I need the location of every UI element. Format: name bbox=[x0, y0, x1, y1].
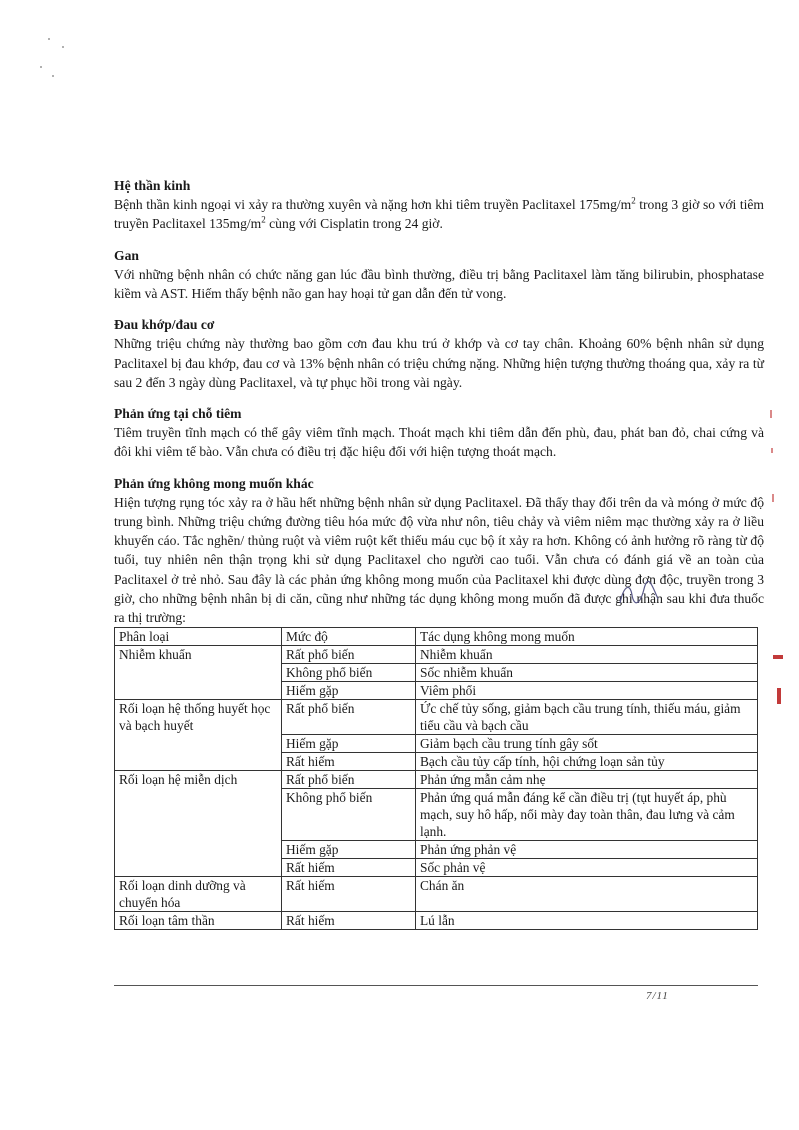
effect-cell: Phản ứng mẫn cảm nhẹ bbox=[416, 771, 758, 789]
category-cell: Rối loạn dinh dưỡng và chuyển hóa bbox=[115, 877, 282, 912]
section-heading: Đau khớp/đau cơ bbox=[114, 317, 215, 333]
effect-cell: Sốc phản vệ bbox=[416, 859, 758, 877]
level-cell: Hiếm gặp bbox=[282, 682, 416, 700]
section-nervous-system bbox=[114, 176, 764, 234]
section-liver bbox=[114, 246, 764, 304]
level-cell: Rất hiếm bbox=[282, 912, 416, 930]
effect-cell: Phản ứng quá mẫn đáng kể cần điều trị (tụt huyết áp, phù mạch, suy hô hấp, nổi mày đay toàn thân, đau lưng và cảm lạnh. bbox=[416, 789, 758, 841]
table-row bbox=[115, 771, 758, 789]
section-heading: Phản ứng không mong muốn khác bbox=[114, 475, 314, 491]
table-row bbox=[115, 912, 758, 930]
level-cell: Hiếm gặp bbox=[282, 841, 416, 859]
page-number: 7/11 bbox=[646, 990, 669, 1002]
level-cell: Không phổ biến bbox=[282, 664, 416, 682]
section-other-adverse bbox=[114, 474, 764, 628]
effect-cell: Sốc nhiễm khuẩn bbox=[416, 664, 758, 682]
edge-mark bbox=[777, 688, 781, 704]
section-text: Những triệu chứng này thường bao gồm cơn đau khu trú ở khớp và cơ tay chân. Khoảng 60% bệnh nhân sử dụng Paclitaxel bị đau khớp, đau cơ và 13% bệnh nhân có triệu chứng nặng. Những hiện tượng thường thoáng qua, xảy ra từ sau 2 đến 3 ngày dùng Paclitaxel, và tự phục hồi trong vài ngày. bbox=[114, 336, 764, 390]
level-cell: Rất hiếm bbox=[282, 877, 416, 912]
category-cell: Rối loạn tâm thần bbox=[115, 912, 282, 930]
category-cell: Rối loạn hệ miễn dịch bbox=[115, 771, 282, 877]
section-text: Tiêm truyền tĩnh mạch có thể gây viêm tĩnh mạch. Thoát mạch khi tiêm dẫn đến phù, đau, phát ban đỏ, chai cứng và đôi khi viêm tế bào. Vẫn chưa có điều trị đặc hiệu đối với hiện tượng thoát mạch. bbox=[114, 425, 764, 460]
section-text: Hiện tượng rụng tóc xảy ra ở hầu hết những bệnh nhân sử dụng Paclitaxel. Đã thấy thay đổi trên da và móng ở mức độ trung bình. Những triệu chứng đường tiêu hóa mức độ vừa như nôn, tiêu chảy và viêm niêm mạc thường xảy ra ở liều khuyến cáo. Tắc nghẽn/ thủng ruột và viêm ruột kết thiếu máu cục bộ ít xảy ra hơn. Không có ảnh hưởng rõ ràng từ độ tuổi, tuy nhiên nên thận trọng khi sử dụng Paclitaxel cho người cao tuổi. Vẫn chưa có đánh giá về an toàn của Paclitaxel ở trẻ nhỏ. Sau đây là các phản ứng không mong muốn của Paclitaxel khi được dùng đơn độc, truyền trong 3 giờ, cho những bệnh nhân bị di căn, cũng như những tác dụng không mong muốn đã được ghi nhận sau khi đưa thuốc ra thị trường: bbox=[114, 494, 764, 626]
section-text: Với những bệnh nhân có chức năng gan lúc đầu bình thường, điều trị bằng Paclitaxel làm tăng bilirubin, phosphatase kiềm và AST. Hiếm thấy bệnh não gan hay hoại tử gan dẫn đến tử vong. bbox=[114, 266, 764, 302]
effect-cell: Phản ứng phản vệ bbox=[416, 841, 758, 859]
header-level: Mức độ bbox=[282, 628, 416, 646]
effect-cell: Giảm bạch cầu trung tính gây sốt bbox=[416, 735, 758, 753]
effect-cell: Ức chế tủy sống, giảm bạch cầu trung tính, thiếu máu, giảm tiểu cầu và bạch cầu bbox=[416, 700, 758, 735]
table-header-row bbox=[115, 628, 758, 646]
edge-mark bbox=[772, 494, 774, 502]
section-joint-muscle-pain bbox=[114, 315, 764, 392]
effect-cell: Bạch cầu tủy cấp tính, hội chứng loạn sản tủy bbox=[416, 753, 758, 771]
section-heading: Hệ thần kinh bbox=[114, 178, 191, 193]
document-body bbox=[114, 176, 764, 639]
effect-cell: Viêm phổi bbox=[416, 682, 758, 700]
effect-cell: Chán ăn bbox=[416, 877, 758, 912]
level-cell: Không phổ biến bbox=[282, 789, 416, 841]
header-effect: Tác dụng không mong muốn bbox=[416, 628, 758, 646]
section-injection-site bbox=[114, 404, 764, 462]
level-cell: Rất hiếm bbox=[282, 859, 416, 877]
edge-mark bbox=[771, 448, 773, 453]
level-cell: Rất phổ biến bbox=[282, 700, 416, 735]
footer-divider bbox=[114, 985, 758, 986]
category-cell: Nhiễm khuẩn bbox=[115, 646, 282, 700]
level-cell: Rất hiếm bbox=[282, 753, 416, 771]
effect-cell: Lú lẫn bbox=[416, 912, 758, 930]
effect-cell: Nhiễm khuẩn bbox=[416, 646, 758, 664]
edge-mark bbox=[770, 410, 772, 418]
adverse-effects-table bbox=[114, 627, 758, 930]
section-text: Bệnh thần kinh ngoại vi xảy ra thường xuyên và nặng hơn khi tiêm truyền Paclitaxel $175mg/m^2$ trong 3 giờ so với tiêm truyền Paclitaxel $135mg/m^2$ cùng với Cisplatin trong 24 giờ. bbox=[114, 195, 764, 232]
edge-mark bbox=[773, 655, 783, 659]
table-row bbox=[115, 646, 758, 664]
category-cell: Rối loạn hệ thống huyết học và bạch huyết bbox=[115, 700, 282, 771]
level-cell: Hiếm gặp bbox=[282, 735, 416, 753]
table-row bbox=[115, 877, 758, 912]
level-cell: Rất phổ biến bbox=[282, 646, 416, 664]
level-cell: Rất phổ biến bbox=[282, 771, 416, 789]
header-category: Phân loại bbox=[115, 628, 282, 646]
section-heading: Gan bbox=[114, 247, 139, 263]
section-heading: Phản ứng tại chỗ tiêm bbox=[114, 406, 242, 422]
handwritten-signature bbox=[614, 581, 664, 607]
table-row bbox=[115, 700, 758, 735]
